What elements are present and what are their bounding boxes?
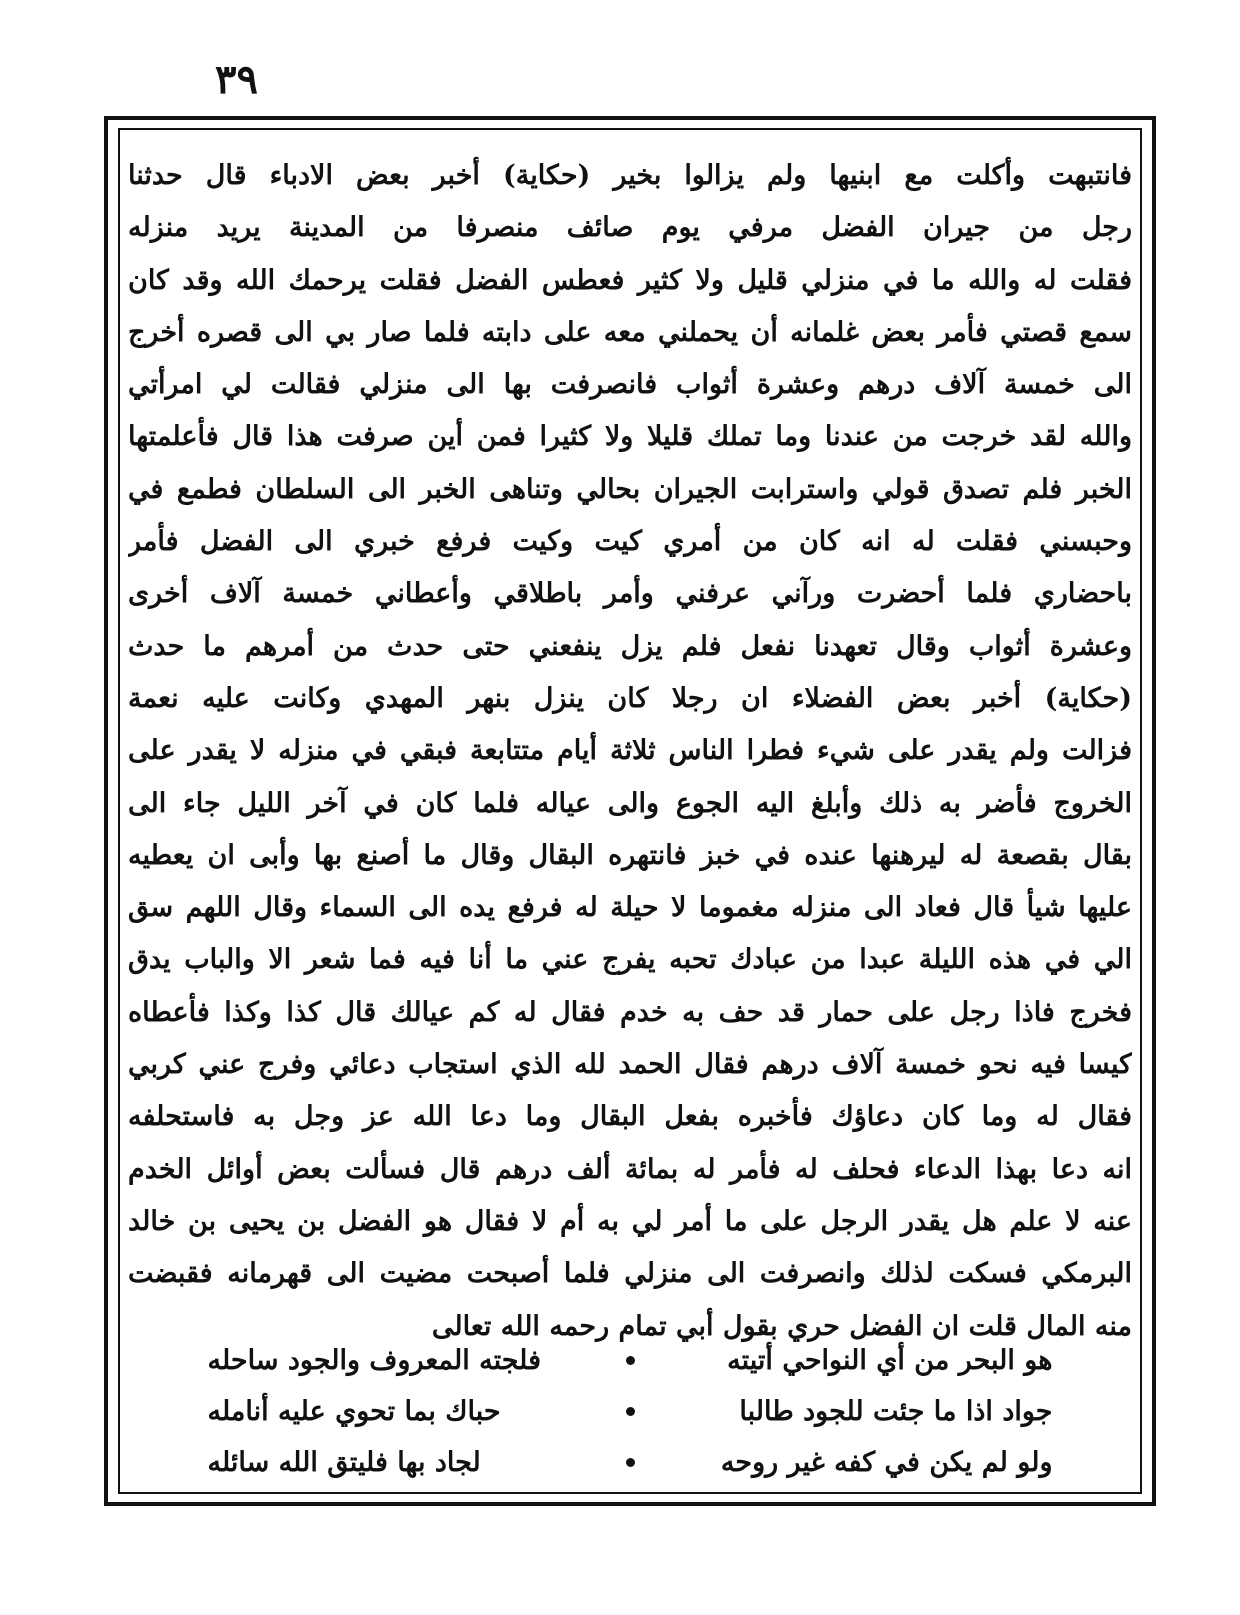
text-line: الخروج فأضر به ذلك وأبلغ اليه الجوع والى عياله فلما كان في آخر الليل جاء الى xyxy=(128,787,1132,819)
verse-second-hemistich: لجاد بها فليتق الله سائله xyxy=(207,1447,481,1478)
poem-verses xyxy=(128,1335,1132,1488)
verse-second-hemistich: حباك بما تحوي عليه أنامله xyxy=(207,1396,501,1427)
text-line: فانتبهت وأكلت مع ابنيها ولم يزالوا بخير (حكاية) أخبر بعض الادباء قال حدثنا xyxy=(128,160,1132,191)
verse-first-hemistich: ولو لم يكن في كفه غير روحه xyxy=(720,1447,1053,1478)
text-line: عنه لا علم هل يقدر الرجل على ما أمر لي به أم لا فقال هو الفضل بن يحيى بن خالد xyxy=(128,1205,1132,1237)
text-line: انه دعا بهذا الدعاء فحلف له فأمر له بمائة ألف درهم قال فسألت بعض أوائل الخدم xyxy=(128,1153,1132,1185)
text-line: (حكاية) أخبر بعض الفضلاء ان رجلا كان ينزل بنهر المهدي وكانت عليه نعمة xyxy=(128,682,1132,714)
poem-verse xyxy=(128,1335,1132,1386)
text-line: الي في هذه الليلة عبدا من عبادك تحبه يفرج عني ما أنا فيه فما شعر الا والباب يدق xyxy=(128,944,1132,976)
text-line: باحضاري فلما أحضرت ورآني عرفني وأمر باطلاقي وأعطاني خمسة آلاف أخرى xyxy=(128,578,1132,610)
text-line: منه المال قلت ان الفضل حري بقول أبي تمام رحمه الله تعالى xyxy=(431,1310,1132,1342)
verse-first-hemistich: جواد اذا ما جئت للجود طالبا xyxy=(739,1396,1053,1427)
body-text xyxy=(128,150,1132,1353)
text-line: الخبر فلم تصدق قولي واسترابت الجيران بحالي وتناهى الخبر الى السلطان فطمع في xyxy=(128,473,1132,505)
verse-separator-dot xyxy=(626,1458,635,1467)
text-line: وحبسني فقلت له انه كان من أمري كيت وكيت فرفع خبري الى الفضل فأمر xyxy=(128,526,1132,558)
text-line: فقلت له والله ما في منزلي قليل ولا كثير فعطس الفضل فقلت يرحمك الله وقد كان xyxy=(128,264,1132,296)
text-line: فزالت ولم يقدر على شيء فطرا الناس ثلاثة أيام متتابعة فبقي في منزله لا يقدر على xyxy=(128,735,1132,767)
text-line: كيسا فيه نحو خمسة آلاف درهم فقال الحمد لله الذي استجاب دعائي وفرج عني كربي xyxy=(128,1049,1132,1081)
text-line: فقال له وما كان دعاؤك فأخبره بفعل البقال وما دعا الله عز وجل به فاستحلفه xyxy=(128,1101,1132,1133)
poem-verse xyxy=(128,1386,1132,1437)
verse-separator-dot xyxy=(626,1407,635,1416)
poem-verse xyxy=(128,1437,1132,1488)
verse-second-hemistich: فلجته المعروف والجود ساحله xyxy=(207,1345,542,1376)
page-number: ٣٩ xyxy=(215,56,258,103)
text-line: عليها شيأ قال فعاد الى منزله مغموما لا حيلة له فرفع يده الى السماء وقال اللهم سق xyxy=(128,892,1132,924)
text-line: فخرج فاذا رجل على حمار قد حف به خدم فقال له كم عيالك قال كذا وكذا فأعطاه xyxy=(128,996,1132,1028)
text-line: والله لقد خرجت من عندنا وما تملك قليلا ولا كثيرا فمن أين صرفت هذا قال فأعلمتها xyxy=(128,421,1132,453)
text-line: وعشرة أثواب وقال تعهدنا نفعل فلم يزل ينفعني حتى حدث من أمرهم ما حدث xyxy=(128,630,1132,662)
text-line: سمع قصتي فأمر بعض غلمانه أن يحملني معه على دابته فلما صار بي الى قصره أخرج xyxy=(128,316,1132,348)
text-line: رجل من جيران الفضل مرفي يوم صائف منصرفا من المدينة يريد منزله xyxy=(128,212,1132,244)
text-line: البرمكي فسكت لذلك وانصرفت الى منزلي فلما أصبحت مضيت الى قهرمانه فقبضت xyxy=(128,1258,1132,1290)
text-line: الى خمسة آلاف درهم وعشرة أثواب فانصرفت بها الى منزلي فقالت لي امرأتي xyxy=(128,369,1132,401)
text-line: بقال بقصعة له ليرهنها عنده في خبز فانتهره البقال وقال ما أصنع بها وأبى ان يعطيه xyxy=(128,839,1132,871)
verse-separator-dot xyxy=(626,1356,635,1365)
verse-first-hemistich: هو البحر من أي النواحي أتيته xyxy=(727,1345,1053,1376)
